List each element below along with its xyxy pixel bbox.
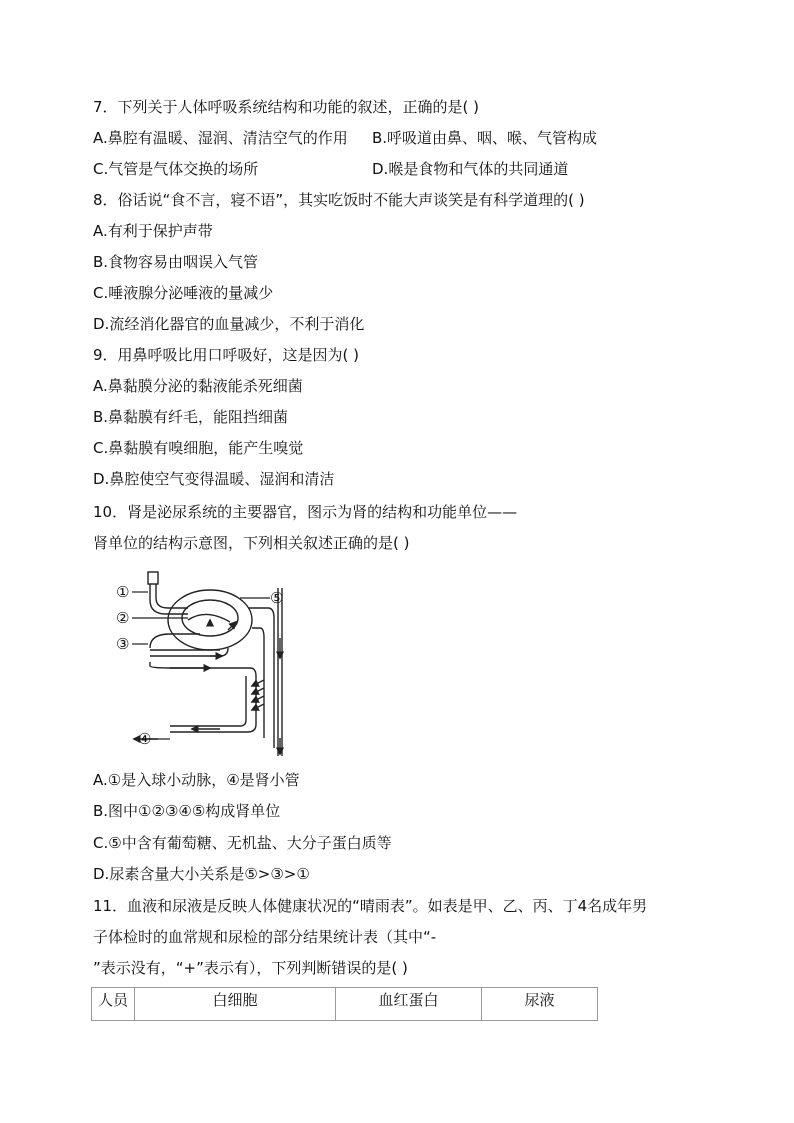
header-person: 人员 (92, 988, 135, 1021)
q9-option-c: C.鼻黏膜有嗅细胞，能产生嗅觉 (93, 439, 304, 457)
label-2: ② (116, 609, 130, 627)
q8-option-b: B.食物容易由咽误入气管 (93, 253, 259, 271)
label-4: ④ (138, 730, 152, 748)
q8-option-d: D.流经消化器官的血量减少，不利于消化 (93, 315, 365, 333)
table-header-row (92, 988, 598, 1021)
q7-option-d: D.喉是食物和气体的共同通道 (372, 160, 569, 178)
collecting-duct (150, 662, 256, 732)
blood-vessel-cap (148, 572, 158, 584)
header-hemoglobin: 血红蛋白 (336, 988, 482, 1021)
q11-stem-line1: 11．血液和尿液是反映人体健康状况的“晴雨表”。如表是甲、乙、丙、丁4名成年男 (93, 897, 648, 915)
q8-option-a: A.有利于保护声带 (93, 222, 213, 240)
header-urine: 尿液 (482, 988, 598, 1021)
q8-stem: 8．俗话说“食不言，寝不语”，其实吃饭时不能大声谈笑是有科学道理的( ) (93, 191, 585, 209)
q10-option-d: D.尿素含量大小关系是⑤>③>① (93, 865, 310, 883)
q9-option-b: B.鼻黏膜有纤毛，能阻挡细菌 (93, 408, 289, 426)
label-1: ① (116, 583, 130, 601)
q10-stem-line1: 10．肾是泌尿系统的主要器官，图示为肾的结构和功能单位—— (93, 503, 518, 521)
q9-option-a: A.鼻黏膜分泌的黏液能杀死细菌 (93, 377, 303, 395)
q7-stem: 7．下列关于人体呼吸系统结构和功能的叙述，正确的是( ) (93, 98, 480, 116)
q10-stem-line2: 肾单位的结构示意图，下列相关叙述正确的是( ) (93, 534, 410, 552)
q11-stem-line2: 子体检时的血常规和尿检的部分结果统计表（其中“- (93, 928, 437, 946)
renal-tubule (248, 608, 274, 748)
q10-option-b: B.图中①②③④⑤构成肾单位 (93, 802, 281, 820)
q10-option-c: C.⑤中含有葡萄糖、无机盐、大分子蛋白质等 (93, 834, 392, 852)
q10-option-a: A.①是入球小动脉，④是肾小管 (93, 771, 300, 789)
nephron-diagram (110, 568, 310, 763)
q7-option-b: B.呼吸道由鼻、咽、喉、气管构成 (372, 129, 598, 147)
q11-stem-line3: ”表示没有，“+”表示有），下列判断错误的是( ) (93, 959, 408, 977)
label-3: ③ (116, 635, 130, 653)
q7-option-a: A.鼻腔有温暖、湿润、清洁空气的作用 (93, 129, 348, 147)
header-white-blood-cells: 白细胞 (135, 988, 336, 1021)
q7-option-c: C.气管是气体交换的场所 (93, 160, 259, 178)
results-table (91, 987, 598, 1021)
q9-option-d: D.鼻腔使空气变得温暖、湿润和清洁 (93, 470, 335, 488)
label-5: ⑤ (270, 589, 284, 607)
q8-option-c: C.唾液腺分泌唾液的量减少 (93, 284, 274, 302)
q9-stem: 9．用鼻呼吸比用口呼吸好，这是因为( ) (93, 346, 360, 364)
